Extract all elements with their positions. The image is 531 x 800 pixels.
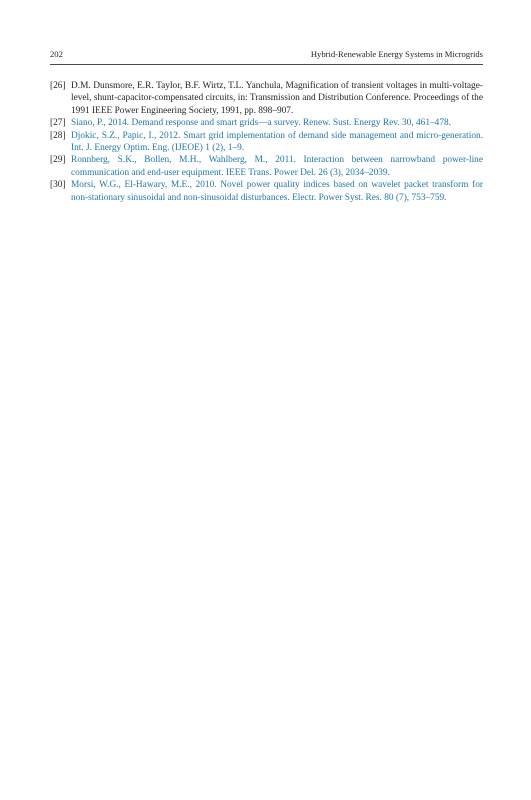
reference-number: [30]	[50, 180, 66, 191]
reference-list	[50, 80, 483, 204]
reference-link[interactable]: Morsi, W.G., El-Hawary, M.E., 2010. Novel power quality indices based on wavelet packet transform for non-stationary sinusoidal and non-sinusoidal disturbances. Electr. Power Syst. Res. 80 (7), 753–759.	[71, 180, 483, 203]
reference-link[interactable]: Siano, P., 2014. Demand response and smart grids—a survey. Renew. Sust. Energy Rev. 30, 461–478.	[71, 118, 452, 129]
reference-number: [27]	[50, 118, 66, 129]
reference-item-29[interactable]	[50, 154, 483, 179]
page-number: 202	[50, 49, 63, 59]
reference-item-30[interactable]	[50, 179, 483, 204]
reference-item-26	[50, 80, 483, 117]
reference-number: [28]	[50, 130, 66, 141]
reference-link[interactable]: Ronnberg, S.K., Bollen, M.H., Wahlberg, M., 2011. Interaction between narrowband power-line communication and end-user equipment. IEEE Trans. Power Del. 26 (3), 2034–2039.	[71, 155, 483, 178]
page-header	[50, 47, 483, 61]
header-divider	[50, 64, 483, 65]
reference-number: [29]	[50, 155, 66, 166]
reference-link[interactable]: Djokic, S.Z., Papic, I., 2012. Smart grid implementation of demand side management and micro-generation. Int. J. Energy Optim. Eng. (IJEOE) 1 (2), 1–9.	[71, 130, 483, 154]
reference-item-28[interactable]	[50, 130, 483, 155]
reference-item-27[interactable]	[50, 117, 483, 129]
running-title: Hybrid-Renewable Energy Systems in Microgrids	[310, 49, 483, 59]
reference-number: [26]	[50, 81, 66, 91]
reference-text: D.M. Dunsmore, E.R. Taylor, B.F. Wirtz, T.L. Yanchula, Magnification of transient voltages in multi-voltage-level, shunt-capacitor-compensated circuits, in: Transmission and Distribution Conference. Proceedings of the 1991 IEEE Power Engineering Society, 1991, pp. 898–907.	[71, 81, 483, 116]
